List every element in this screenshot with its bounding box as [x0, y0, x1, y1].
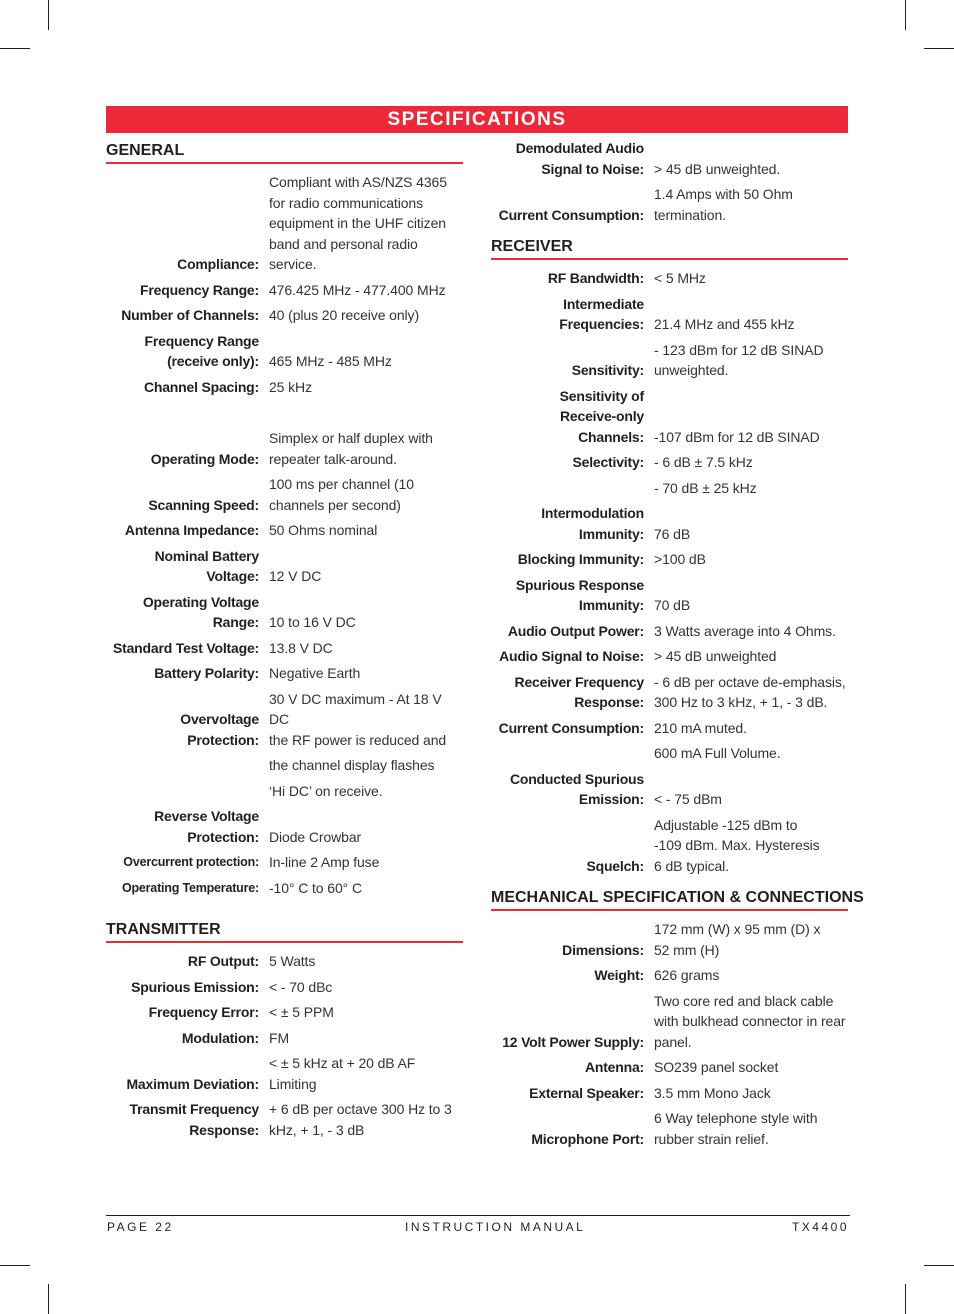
spec-label: Audio Signal to Noise:	[499, 648, 644, 664]
footer-page-number: PAGE 22	[107, 1220, 174, 1234]
spec-value: Adjustable -125 dBm to -109 dBm. Max. Hysteresis 6 dB typical.	[654, 816, 820, 874]
spec-value: < - 70 dBc	[269, 978, 333, 995]
spec-row	[491, 743, 848, 769]
spec-label: Overcurrent protection:	[123, 855, 259, 869]
footer-model: TX4400	[791, 1220, 849, 1234]
spec-label: Spurious Emission:	[131, 978, 259, 995]
spec-value: the channel display flashes	[269, 757, 435, 773]
spec-label: Antenna:	[584, 1059, 644, 1075]
spec-value: - 70 dB ± 25 kHz	[654, 479, 757, 496]
spec-label: Conducted Spurious Emission:	[509, 770, 644, 807]
crop-mark	[905, 0, 906, 30]
spec-value: 5 Watts	[269, 953, 316, 969]
crop-mark	[0, 48, 30, 49]
spec-value: ‘Hi DC’ on receive.	[269, 782, 383, 799]
spec-label: RF Bandwidth:	[547, 270, 644, 286]
spec-value: 1.4 Amps with 50 Ohm termination.	[654, 186, 793, 223]
spec-value: 100 ms per channel (10 channels per second)	[269, 476, 414, 513]
spec-value: Simplex or half duplex with repeater talk-around.	[269, 430, 433, 467]
spec-row	[491, 386, 848, 453]
spec-label	[491, 743, 654, 769]
spec-row	[106, 878, 463, 904]
receiver-spec-table	[491, 268, 848, 881]
spec-label: Reverse Voltage Protection:	[154, 808, 259, 845]
spec-row	[491, 184, 848, 230]
transmitter-continued-spec-table	[491, 138, 848, 230]
spec-row	[491, 672, 848, 718]
spec-label: Maximum Deviation:	[126, 1075, 259, 1092]
spec-row	[106, 1053, 463, 1099]
spec-row	[491, 138, 848, 184]
mechanical-spec-table	[491, 919, 848, 1154]
spec-value: Two core red and black cable with bulkhead connector in rear panel.	[654, 992, 846, 1050]
spec-row	[491, 646, 848, 672]
spec-label: Operating Voltage Range:	[142, 593, 259, 630]
spec-label: Audio Output Power:	[507, 622, 644, 639]
crop-mark	[0, 1265, 30, 1266]
spec-row	[106, 592, 463, 638]
spec-value: < - 75 dBm	[654, 791, 722, 807]
spec-row	[491, 1108, 848, 1154]
spec-row	[491, 294, 848, 340]
spec-label: Modulation:	[181, 1029, 259, 1046]
spec-value: 21.4 MHz and 455 kHz	[654, 316, 795, 332]
spec-value: 626 grams	[654, 967, 720, 983]
crop-mark	[924, 1265, 954, 1266]
spec-row	[106, 638, 463, 664]
spec-label: Overvoltage Protection:	[180, 711, 259, 748]
spec-row	[106, 1028, 463, 1054]
spec-row	[106, 520, 463, 546]
spec-row	[106, 755, 463, 781]
crop-mark	[48, 0, 49, 30]
spec-label: Battery Polarity:	[154, 665, 259, 681]
spec-value: In-line 2 Amp fuse	[269, 854, 380, 870]
spec-label: Operating Temperature:	[121, 880, 259, 895]
page-title: SPECIFICATIONS	[106, 106, 848, 133]
spec-row	[106, 781, 463, 807]
spec-row	[491, 575, 848, 621]
spec-label: Squelch:	[586, 857, 644, 874]
spec-label: Operating Mode:	[150, 450, 259, 467]
spec-value: 40 (plus 20 receive only)	[269, 307, 420, 323]
spec-value: Diode Crowbar	[269, 828, 362, 845]
spec-value: FM	[269, 1029, 290, 1046]
footer-divider	[106, 1215, 850, 1216]
spec-label: Spurious Response Immunity:	[515, 576, 644, 613]
spec-label: Sensitivity:	[571, 362, 644, 378]
spec-value: >100 dB	[654, 551, 706, 567]
spec-label: Blocking Immunity:	[517, 551, 644, 567]
spec-row	[106, 546, 463, 592]
spec-label: Microphone Port:	[531, 1130, 644, 1147]
spec-label	[106, 755, 269, 781]
spec-label: Standard Test Voltage:	[113, 639, 259, 656]
spec-value: < 5 MHz	[654, 270, 706, 286]
spec-row	[106, 428, 463, 474]
spec-row	[491, 478, 848, 504]
spec-row	[491, 549, 848, 575]
spec-row	[491, 991, 848, 1058]
section-heading-receiver: RECEIVER	[491, 234, 848, 260]
crop-mark	[905, 1284, 906, 1314]
spec-row	[491, 919, 848, 965]
spec-value: 10 to 16 V DC	[269, 614, 356, 630]
spec-label: Intermodulation Immunity:	[541, 505, 644, 542]
spec-row	[491, 1057, 848, 1083]
spec-value: -107 dBm for 12 dB SINAD	[654, 428, 820, 445]
spec-label: Compliance:	[177, 256, 259, 272]
spec-label: Frequency Range (receive only):	[144, 332, 259, 369]
spec-value: < ± 5 PPM	[269, 1004, 334, 1020]
spec-label: Frequency Error:	[148, 1004, 259, 1020]
spec-label: 12 Volt Power Supply:	[502, 1033, 644, 1050]
spec-label: Dimensions:	[562, 941, 644, 958]
spec-value: < ± 5 kHz at + 20 dB AF Limiting	[269, 1055, 416, 1092]
spec-value: - 6 dB ± 7.5 kHz	[654, 454, 753, 470]
transmitter-spec-table	[106, 951, 463, 1145]
spec-value: 50 Ohms nominal	[269, 522, 378, 538]
spec-row	[106, 280, 463, 306]
spec-value: 70 dB	[654, 597, 691, 613]
spec-row	[106, 305, 463, 331]
spec-value: 25 kHz	[269, 378, 312, 395]
spec-value: 172 mm (W) x 95 mm (D) x 52 mm (H)	[654, 921, 821, 958]
spec-label: Current Consumption:	[498, 206, 644, 223]
spec-label: Number of Channels:	[121, 307, 259, 323]
spec-value: SO239 panel socket	[654, 1059, 779, 1075]
spec-value: 76 dB	[654, 525, 691, 542]
spec-label: Scanning Speed:	[148, 496, 259, 513]
spec-row	[106, 852, 463, 878]
left-column	[106, 138, 463, 1145]
spec-value: 13.8 V DC	[269, 639, 333, 656]
spec-value: - 6 dB per octave de-emphasis, 300 Hz to 3 kHz, + 1, - 3 dB.	[654, 673, 846, 710]
spec-value: - 123 dBm for 12 dB SINAD unweighted.	[654, 341, 824, 378]
spec-label: External Speaker:	[529, 1084, 644, 1101]
spec-value: 3 Watts average into 4 Ohms.	[654, 622, 836, 639]
spec-value: 12 V DC	[269, 568, 322, 584]
spec-row	[106, 663, 463, 689]
section-heading-general: GENERAL	[106, 138, 463, 164]
spec-label: Nominal Battery Voltage:	[154, 547, 259, 584]
spec-label: Current Consumption:	[498, 719, 644, 736]
spec-row	[491, 718, 848, 744]
footer-manual-title: INSTRUCTION MANUAL	[405, 1220, 586, 1234]
spec-row	[106, 1099, 463, 1145]
spec-value: 210 mA muted.	[654, 719, 747, 736]
spec-value: 600 mA Full Volume.	[654, 745, 781, 761]
spec-row	[106, 806, 463, 852]
spec-label: RF Output:	[187, 953, 259, 969]
spec-row	[106, 172, 463, 280]
spec-value: > 45 dB unweighted.	[654, 160, 781, 177]
spec-row	[491, 621, 848, 647]
spec-label: Intermediate Frequencies:	[559, 295, 644, 332]
right-column	[491, 138, 864, 1154]
spec-value: -10° C to 60° C	[269, 879, 362, 896]
spec-row	[491, 769, 848, 815]
spec-value: 3.5 mm Mono Jack	[654, 1084, 771, 1101]
spec-row	[106, 977, 463, 1003]
spec-value: > 45 dB unweighted	[654, 648, 777, 664]
spec-row	[106, 474, 463, 520]
crop-mark	[924, 48, 954, 49]
spec-label: Selectivity:	[572, 454, 644, 470]
spacer-row	[106, 402, 463, 428]
spec-value: Compliant with AS/NZS 4365 for radio communications equipment in the UHF citizen band and personal radio service.	[269, 174, 447, 272]
spec-row	[491, 965, 848, 991]
spec-label: Demodulated Audio Signal to Noise:	[515, 140, 644, 177]
spec-value: 476.425 MHz - 477.400 MHz	[269, 281, 446, 298]
spec-row	[491, 503, 848, 549]
spec-row	[491, 815, 848, 882]
spec-row	[491, 340, 848, 386]
spec-value: 30 V DC maximum - At 18 V DC the RF power is reduced and	[269, 690, 447, 748]
spec-label	[106, 781, 269, 807]
general-spec-table	[106, 172, 463, 903]
spec-label: Transmit Frequency Response:	[129, 1101, 259, 1138]
section-heading-mechanical: MECHANICAL SPECIFICATION & CONNECTIONS	[491, 885, 848, 911]
section-heading-transmitter: TRANSMITTER	[106, 917, 463, 943]
spec-row	[106, 689, 463, 756]
spec-row	[106, 331, 463, 377]
spec-label: Antenna Impedance:	[124, 522, 259, 538]
spec-label: Frequency Range:	[140, 281, 259, 298]
spec-value: 6 Way telephone style with rubber strain relief.	[654, 1110, 818, 1147]
spec-row	[106, 377, 463, 403]
spec-row	[106, 1002, 463, 1028]
spec-row	[106, 951, 463, 977]
spec-label	[491, 478, 654, 504]
spec-row	[491, 452, 848, 478]
spec-value: Negative Earth	[269, 665, 361, 681]
spec-label: Sensitivity of Receive-only Channels:	[559, 387, 644, 445]
crop-mark	[48, 1284, 49, 1314]
spec-value: 465 MHz - 485 MHz	[269, 353, 392, 369]
spec-row	[491, 1083, 848, 1109]
spec-label: Channel Spacing:	[143, 378, 259, 395]
spec-row	[491, 268, 848, 294]
spec-label: Weight:	[594, 967, 644, 983]
spec-label: Receiver Frequency Response:	[514, 673, 644, 710]
spec-value: + 6 dB per octave 300 Hz to 3 kHz, + 1, - 3 dB	[269, 1101, 452, 1138]
